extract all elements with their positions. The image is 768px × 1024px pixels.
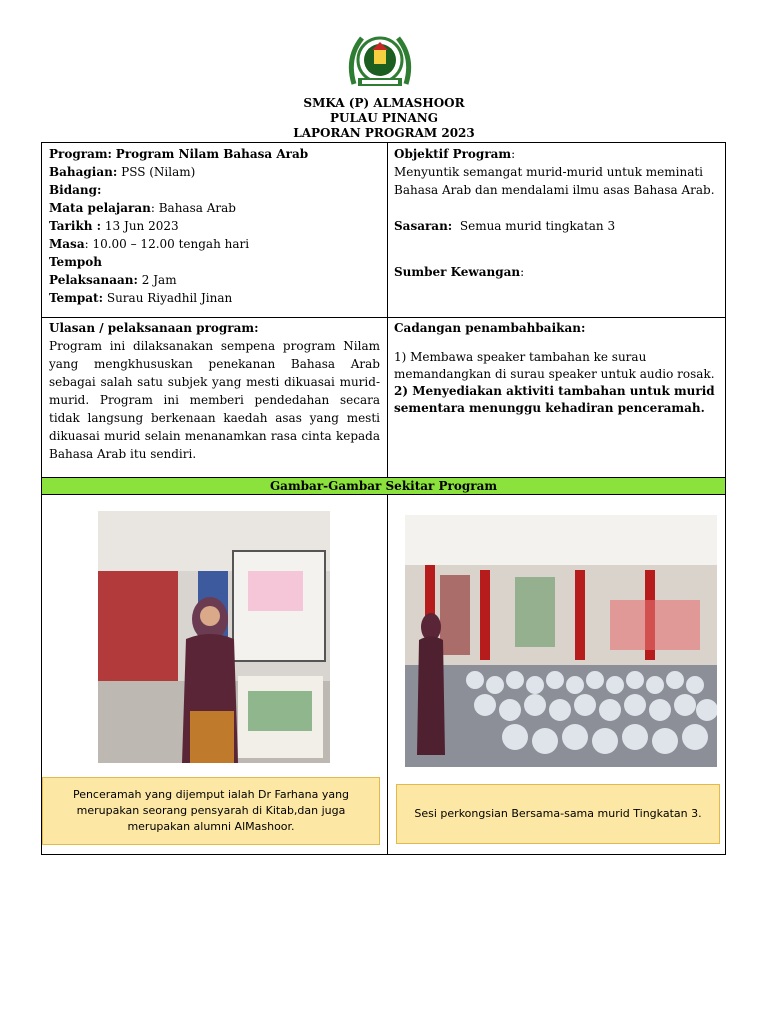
cadangan-item-2: 2) Menyediakan aktiviti tambahan untuk murid sementara menunggu kehadiran penceramah. <box>394 384 715 415</box>
pelaksanaan-label: Pelaksanaan: <box>49 273 138 287</box>
program-value: Program Nilam Bahasa Arab <box>115 147 309 161</box>
row-divider <box>42 317 725 318</box>
tempat-value: Surau Riyadhil Jinan <box>106 291 233 305</box>
tarikh-label: Tarikh : <box>49 219 102 233</box>
sumber-kewangan-label: Sumber Kewangan <box>394 265 521 279</box>
sasaran-value: Semua murid tingkatan 3 <box>459 219 616 233</box>
masa-value: : 10.00 – 12.00 tengah hari <box>84 237 250 251</box>
school-crest-logo <box>344 28 416 96</box>
school-location: PULAU PINANG <box>329 111 438 125</box>
caption-left: Penceramah yang dijemput ialah Dr Farhana yang merupakan seorang pensyarah di Kitab,dan juga merupakan alumni AlMashoor. <box>42 777 380 845</box>
school-name: SMKA (P) ALMASHOOR <box>303 96 465 110</box>
objektif-cell <box>394 145 720 281</box>
cadangan-cell <box>394 319 720 417</box>
tarikh-value: 13 Jun 2023 <box>104 219 179 233</box>
program-label: Program: <box>49 147 112 161</box>
cadangan-item-1: 1) Membawa speaker tambahan ke surau memandangkan di surau speaker untuk audio rosak. <box>394 350 715 381</box>
speaker-photo <box>98 511 330 763</box>
masa-label: Masa <box>49 237 85 251</box>
caption-right: Sesi perkongsian Bersama-sama murid Tingkatan 3. <box>396 784 720 844</box>
ulasan-label: Ulasan / pelaksanaan program: <box>49 321 259 335</box>
sumber-kewangan-colon: : <box>520 265 525 279</box>
column-divider-top <box>387 143 388 477</box>
bahagian-label: Bahagian: <box>49 165 118 179</box>
column-divider-bottom <box>387 495 388 855</box>
report-title: LAPORAN PROGRAM 2023 <box>293 126 475 140</box>
tempoh-label: Tempoh <box>49 255 103 269</box>
objektif-colon: : <box>511 147 516 161</box>
cadangan-label: Cadangan penambahbaikan: <box>394 321 586 335</box>
mata-pelajaran-label: Mata pelajaran <box>49 201 151 215</box>
tempat-label: Tempat: <box>49 291 104 305</box>
report-table <box>41 142 726 855</box>
students-photo <box>405 515 717 767</box>
objektif-label: Objektif Program <box>394 147 512 161</box>
bahagian-value: PSS (Nilam) <box>121 165 196 179</box>
ulasan-text: Program ini dilaksanakan sempena program Nilam yang mengkhususkan penekanan Bahasa Arab sebagai salah satu subjek yang mesti dikuasai murid-murid. Program ini memberi pendedahan secara tidak langsung berkenaan kaedah asas yang mesti dikuasai murid selain menanamkan rasa cinta kepada Bahasa Arab itu sendiri. <box>49 339 380 461</box>
objektif-text: Menyuntik semangat murid-murid untuk meminati Bahasa Arab dan mendalami ilmu asas Bahasa Arab. <box>394 165 715 197</box>
mata-pelajaran-value: : Bahasa Arab <box>150 201 236 215</box>
ulasan-cell <box>49 319 380 463</box>
sasaran-label: Sasaran: <box>394 219 453 233</box>
pelaksanaan-value: 2 Jam <box>141 273 177 287</box>
program-info-cell <box>49 145 384 307</box>
bidang-label: Bidang: <box>49 183 102 197</box>
gallery-title: Gambar-Gambar Sekitar Program <box>42 477 725 495</box>
